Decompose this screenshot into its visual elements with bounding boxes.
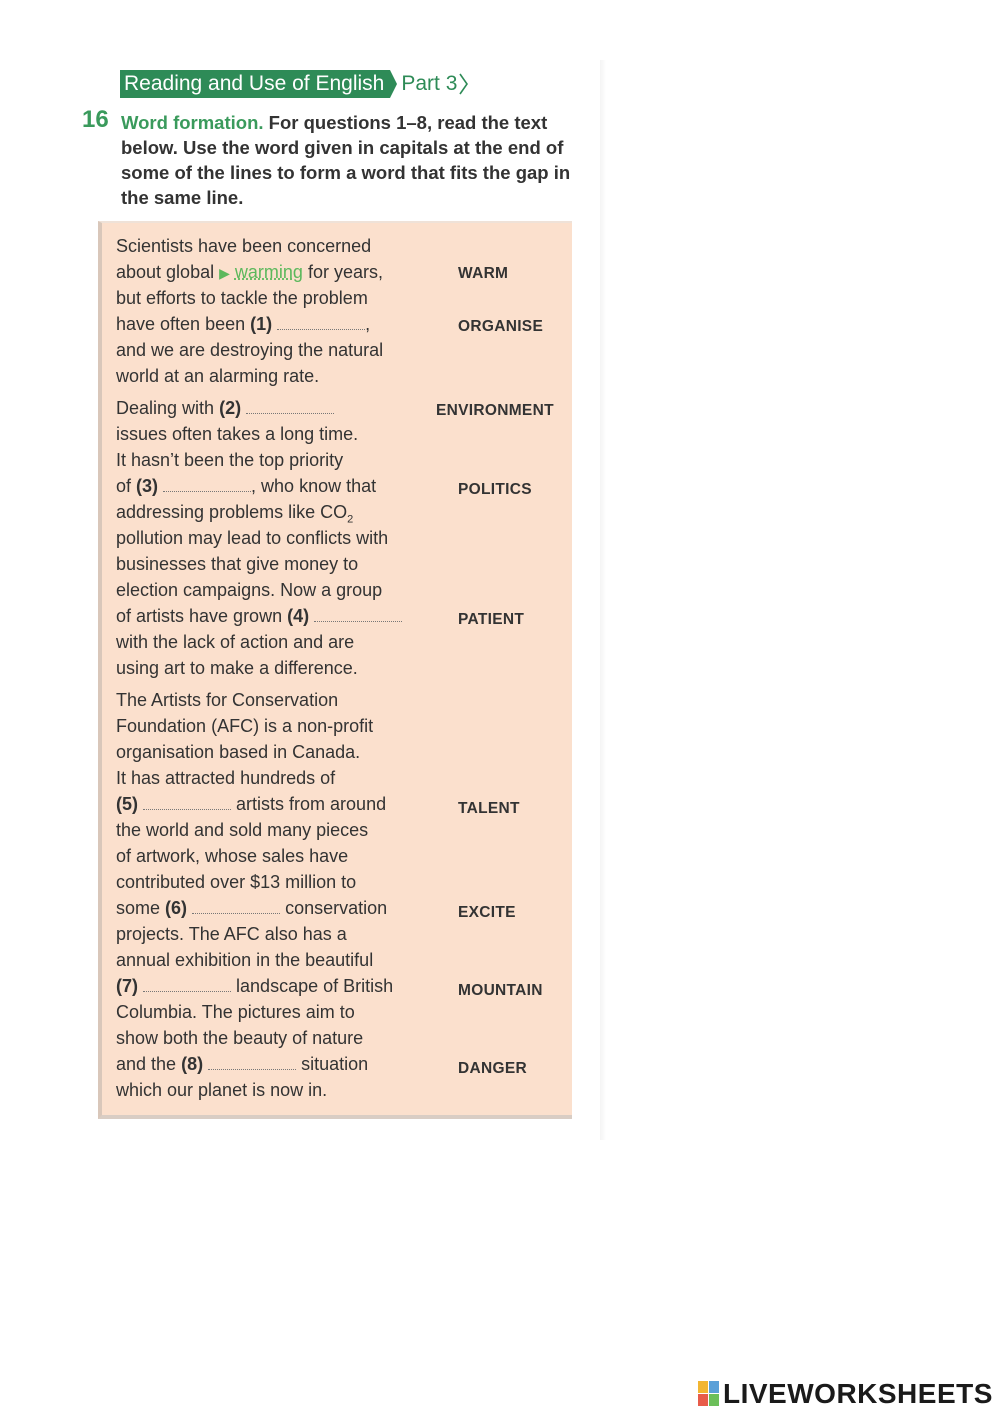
- gap-4-input[interactable]: [314, 607, 402, 622]
- passage-line: some (6) conservation: [116, 898, 388, 918]
- passage-line: with the lack of action and are: [116, 632, 355, 652]
- passage-line: (7) landscape of British: [116, 976, 394, 996]
- passage-line: Dealing with (2): [116, 398, 334, 419]
- keyword-danger: DANGER: [458, 1060, 527, 1077]
- keyword-excite: EXCITE: [458, 904, 516, 921]
- passage-line: but efforts to tackle the problem: [116, 288, 368, 308]
- keyword-talent: TALENT: [458, 800, 520, 817]
- passage-line: businesses that give money to: [116, 554, 359, 574]
- passage-line: The Artists for Conservation: [116, 690, 339, 710]
- passage-line: using art to make a difference.: [116, 658, 358, 678]
- passage-line: Scientists have been concerned: [116, 236, 372, 256]
- keyword-patient: PATIENT: [458, 611, 525, 628]
- gap-number: (8): [181, 1054, 204, 1074]
- passage-line: Foundation (AFC) is a non-profit: [116, 716, 374, 736]
- keyword-warm: WARM: [458, 265, 509, 282]
- passage-line: and the (8) situation: [116, 1054, 369, 1074]
- page-edge-shadow: [600, 60, 606, 1140]
- gap-6-input[interactable]: [192, 899, 280, 914]
- logo-text: LIVEWORKSHEETS: [723, 1378, 993, 1409]
- gap-number: (7): [116, 976, 138, 996]
- gap-2-input[interactable]: [246, 399, 334, 414]
- passage-line: which our planet is now in.: [116, 1080, 328, 1100]
- keyword-organise: ORGANISE: [458, 318, 544, 335]
- passage-line: of (3) , who know that: [116, 476, 377, 496]
- instructions-text: For questions 1–8, read the text below. Use the word given in capitals at the end of some of the lines to form a word that fits the gap in the same line.: [121, 112, 571, 208]
- passage-line: about global ▶ warming for years,: [116, 262, 383, 282]
- gap-3-input[interactable]: [163, 477, 251, 492]
- banner-arrow-icon: [390, 70, 397, 98]
- passage-line: of artists have grown (4): [116, 606, 402, 627]
- passage-line: have often been (1) ,: [116, 314, 371, 334]
- example-answer: warming: [234, 262, 303, 282]
- passage-line: of artwork, whose sales have: [116, 846, 349, 866]
- gap-number: (1): [250, 314, 273, 334]
- passage-line: contributed over $13 million to: [116, 872, 357, 892]
- gap-7-input[interactable]: [143, 977, 231, 992]
- part-label: Part 3: [401, 72, 458, 95]
- passage-line: projects. The AFC also has a: [116, 924, 347, 944]
- gap-number: (4): [287, 606, 310, 626]
- instructions-lead: Word formation.: [121, 112, 264, 133]
- passage-line: show both the beauty of nature: [116, 1028, 364, 1048]
- question-number: 16: [82, 106, 109, 133]
- section-banner: [120, 70, 468, 98]
- logo-icon: [698, 1381, 720, 1407]
- liveworksheets-logo[interactable]: [698, 1378, 993, 1410]
- keyword-environment: ENVIRONMENT: [436, 402, 554, 419]
- passage-line: election campaigns. Now a group: [116, 580, 383, 600]
- passage-line: the world and sold many pieces: [116, 820, 369, 840]
- section-title: Reading and Use of English: [120, 70, 390, 98]
- gap-1-input[interactable]: [277, 315, 365, 330]
- play-arrow-icon: ▶: [219, 265, 230, 281]
- passage-line: pollution may lead to conflicts with: [116, 528, 389, 548]
- passage-line: and we are destroying the natural: [116, 340, 384, 360]
- passage-line: It hasn’t been the top priority: [116, 450, 344, 470]
- passage-line: organisation based in Canada.: [116, 742, 361, 762]
- passage-line: addressing problems like $CO_2$: [116, 502, 354, 526]
- gap-number: (6): [165, 898, 188, 918]
- gap-5-input[interactable]: [143, 795, 231, 810]
- passage-line: (5) artists from around: [116, 794, 387, 814]
- passage-line: issues often takes a long time.: [116, 424, 359, 444]
- keyword-politics: POLITICS: [458, 481, 532, 498]
- gap-number: (5): [116, 794, 138, 814]
- gap-number: (2): [219, 398, 242, 418]
- gap-number: (3): [136, 476, 159, 496]
- question-instructions: [121, 110, 581, 210]
- passage-line: It has attracted hundreds of: [116, 768, 336, 788]
- keyword-mountain: MOUNTAIN: [458, 982, 543, 999]
- passage-line: annual exhibition in the beautiful: [116, 950, 374, 970]
- passage-line: world at an alarming rate.: [116, 366, 320, 386]
- gap-8-input[interactable]: [208, 1055, 296, 1070]
- passage-line: Columbia. The pictures aim to: [116, 1002, 355, 1022]
- chevron-right-icon: [459, 73, 468, 95]
